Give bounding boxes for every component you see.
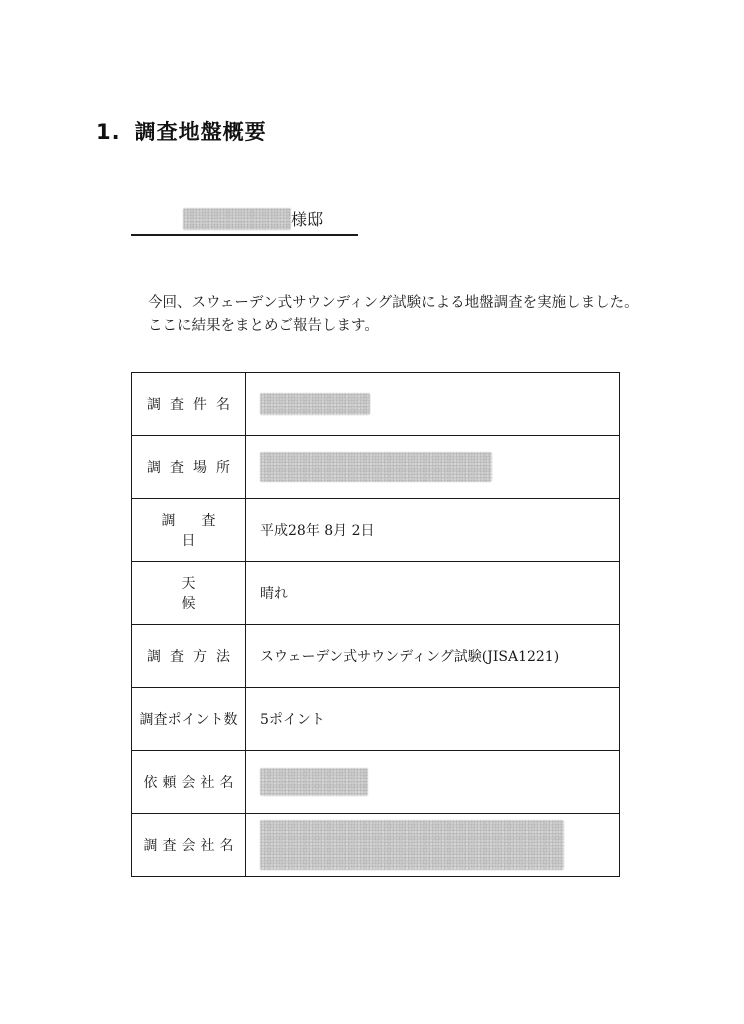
addressee-suffix: 様邸 (291, 210, 324, 229)
table-row-client-company (132, 751, 620, 814)
table-row-survey-points (132, 688, 620, 751)
table-row-weather (132, 562, 620, 625)
table-row-survey-method (132, 625, 620, 688)
redacted-value (260, 393, 370, 415)
row-label: 調査場所 (132, 436, 246, 499)
row-label: 調査件名 (132, 373, 246, 436)
addressee-line (131, 206, 358, 236)
intro-text (148, 292, 639, 338)
survey-info-table (131, 372, 620, 877)
section-number: 1. (96, 120, 121, 144)
row-label: 調査日 (132, 499, 246, 562)
row-label: 調査方法 (132, 625, 246, 688)
row-value: 5ポイント (246, 688, 620, 751)
row-label: 調査ポイント数 (132, 688, 246, 751)
row-value (246, 373, 620, 436)
row-label: 天候 (132, 562, 246, 625)
row-value: 晴れ (246, 562, 620, 625)
section-heading (96, 116, 267, 146)
section-title: 調査地盤概要 (134, 120, 267, 144)
row-value: 平成28年 8月 2日 (246, 499, 620, 562)
row-label: 依頼会社名 (132, 751, 246, 814)
table-row-survey-date (132, 499, 620, 562)
row-value: スウェーデン式サウンディング試験(JISA1221) (246, 625, 620, 688)
redacted-value (260, 768, 368, 796)
table-row-survey-company (132, 814, 620, 877)
intro-line-1: 今回、スウェーデン式サウンディング試験による地盤調査を実施しました。 (148, 295, 639, 311)
row-value (246, 751, 620, 814)
redacted-client-name (183, 208, 291, 230)
redacted-value (260, 820, 564, 870)
row-value (246, 436, 620, 499)
redacted-value (260, 452, 492, 482)
table-row-survey-location (132, 436, 620, 499)
row-value (246, 814, 620, 877)
table-row-survey-name (132, 373, 620, 436)
intro-line-2: ここに結果をまとめご報告します。 (148, 318, 379, 334)
row-label: 調査会社名 (132, 814, 246, 877)
